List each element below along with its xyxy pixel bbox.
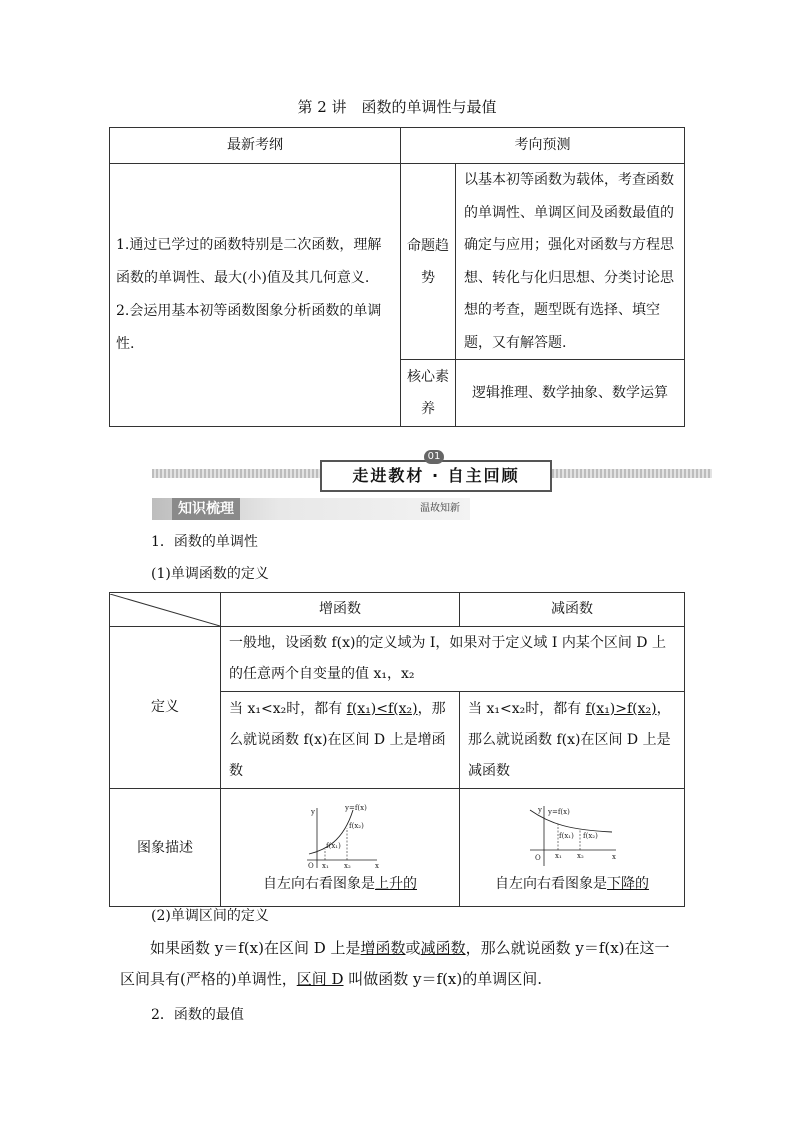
para-d: 减函数: [420, 939, 466, 957]
trend-label: 命题趋势: [401, 164, 456, 360]
diagonal-line: [110, 594, 220, 626]
dec-text-b: ，那么就说函数 f(x)在区间 D 上是减函数: [468, 700, 671, 779]
decreasing-caption: [460, 872, 684, 896]
x-label: x: [375, 861, 379, 870]
y-label: y: [538, 805, 542, 814]
dec-condition: f(x₁)>f(x₂): [585, 700, 657, 717]
header-forecast: 考向预测: [401, 128, 685, 164]
core-text: 逻辑推理、数学抽象、数学运算: [456, 360, 685, 427]
monotone-table: [109, 592, 685, 907]
section-sub: 温故知新: [420, 503, 460, 514]
increasing-graph: [295, 802, 385, 872]
x-label: x: [612, 852, 616, 861]
inc-text-b: ，那么就说函数 f(x)在区间 D 上是增函数: [229, 700, 446, 779]
heading-interval: (2)单调区间的定义: [151, 908, 269, 924]
heading-extrema: 2．函数的最值: [151, 1007, 244, 1023]
func-label: y=f(x): [548, 807, 570, 816]
overview-table: [109, 127, 685, 427]
fx1-label: f(x₁): [559, 831, 574, 840]
section-bar: [152, 498, 470, 520]
func-label: y=f(x): [345, 803, 367, 812]
para-e: ，那么就说函数 y＝f(x)在这一区间具有(严格的)单调性，: [120, 939, 670, 988]
origin-label: O: [535, 853, 541, 862]
increasing-graph-cell: [221, 789, 460, 907]
row-label-definition: 定义: [110, 627, 221, 789]
origin-label: O: [308, 861, 314, 870]
row-label-graph: 图象描述: [110, 789, 221, 907]
header-increasing: 增函数: [221, 593, 460, 627]
definition-common: 一般地，设函数 f(x)的定义域为 I，如果对于定义域 I 内某个区间 D 上的任意两个自变量的值 x₁，x₂: [221, 627, 685, 692]
para-b: 增函数: [360, 939, 406, 957]
chapter-banner: [152, 451, 712, 490]
fx2-label: f(x₂): [349, 821, 364, 830]
y-label: y: [311, 807, 315, 816]
diagonal-cell: [110, 593, 221, 627]
fx2-label: f(x₂): [583, 831, 598, 840]
inc-text-a: 当 x₁<x₂时，都有: [229, 700, 347, 717]
dec-caption-a: 自左向右看图象是: [495, 875, 607, 892]
x1-label: x₁: [555, 851, 562, 860]
x2-label: x₂: [577, 851, 584, 860]
x1-label: x₁: [322, 861, 329, 870]
page-title: 第 2 讲 函数的单调性与最值: [297, 98, 497, 116]
heading-monotonicity: 1．函数的单调性: [151, 534, 258, 550]
para-f: 区间 D: [296, 970, 344, 988]
x2-label: x₂: [344, 861, 351, 870]
decreasing-curve: [530, 807, 612, 832]
increasing-definition: [221, 692, 460, 789]
goal-item: 2.会运用基本初等函数图象分析函数的单调性.: [116, 303, 382, 352]
banner-number: 01: [424, 450, 444, 464]
para-g: 叫做函数 y＝f(x)的单调区间.: [343, 970, 543, 988]
para-a: 如果函数 y＝f(x)在区间 D 上是: [150, 939, 361, 957]
header-goals: 最新考纲: [110, 128, 401, 164]
fx1-label: f(x₁): [326, 841, 341, 850]
section-tag: 知识梳理: [172, 498, 240, 520]
inc-condition: f(x₁)<f(x₂): [346, 700, 418, 717]
interval-paragraph: [120, 933, 680, 995]
decreasing-graph-cell: [460, 789, 685, 907]
para-c: 或: [405, 939, 421, 957]
dec-text-a: 当 x₁<x₂时，都有: [468, 700, 586, 717]
banner-title: 走进教材 · 自主回顾: [320, 460, 552, 492]
decreasing-definition: [460, 692, 685, 789]
increasing-caption: [221, 872, 459, 896]
inc-caption-a: 自左向右看图象是: [263, 875, 375, 892]
dec-caption-b: 下降的: [607, 875, 649, 892]
trend-text: 以基本初等函数为载体，考查函数的单调性、单调区间及函数最值的确定与应用；强化对函数与方程思想、转化与化归思想、分类讨论思想的考查，题型既有选择、填空题，又有解答题.: [456, 164, 685, 360]
header-decreasing: 减函数: [460, 593, 685, 627]
goals-cell: [110, 164, 401, 427]
inc-caption-b: 上升的: [375, 875, 417, 892]
decreasing-graph: [522, 802, 622, 872]
goal-item: 1.通过已学过的函数特别是二次函数，理解函数的单调性、最大(小)值及其几何意义.: [116, 237, 382, 286]
heading-definition: (1)单调函数的定义: [151, 566, 269, 582]
core-label: 核心素养: [401, 360, 456, 427]
